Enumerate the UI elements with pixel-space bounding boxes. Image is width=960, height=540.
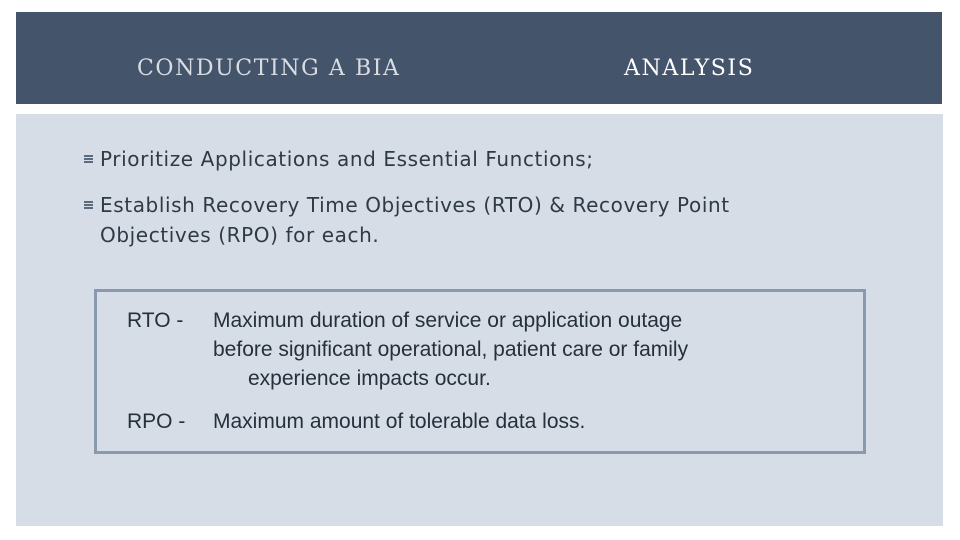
bullet-item-establish (100, 190, 840, 250)
bullet-text: Establish Recovery Time Objectives (RTO) & Recovery Point (100, 193, 730, 217)
slide-header (16, 12, 942, 104)
slide-subtitle: ANALYSIS (624, 56, 755, 81)
definition-term: RPO - (127, 410, 186, 433)
definitions-box (94, 289, 866, 454)
bullet-icon (84, 201, 93, 210)
definition-line: Maximum duration of service or application outage (213, 309, 683, 332)
definition-text (213, 407, 585, 436)
definition-line: experience impacts occur. (248, 367, 491, 390)
definition-term: RTO - (127, 309, 184, 332)
definition-line: Maximum amount of tolerable data loss. (213, 410, 586, 433)
bullet-icon (84, 155, 93, 164)
definition-line: before significant operational, patient care or family (213, 338, 689, 361)
slide-title: CONDUCTING A BIA (137, 56, 401, 81)
bullet-item-prioritize (100, 144, 594, 174)
bullet-text: Prioritize Applications and Essential Functions; (100, 147, 594, 171)
bullet-text-continued: Objectives (RPO) for each. (100, 223, 380, 247)
definition-text (213, 306, 688, 393)
slide-content (16, 114, 943, 526)
